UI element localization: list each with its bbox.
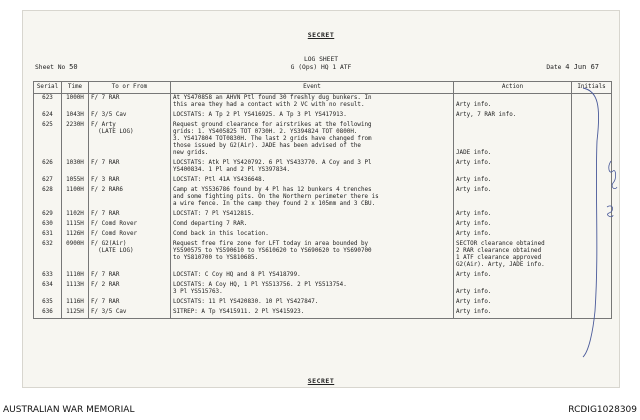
log-cell-event: Comd back in this location. [171,230,454,240]
log-cell-to-or-from: F/ 2 RAR [89,281,171,298]
log-cell-time: 1000H [62,94,89,112]
log-cell-serial: 623 [34,94,62,112]
log-cell-time: 1113H [62,281,89,298]
log-cell-action: Arty info. [454,298,572,308]
log-cell-event: LOCSTATS: 11 Pl YS420830. 10 Pl YS427847. [171,298,454,308]
log-cell-action: Arty info. [454,220,572,230]
log-cell-to-or-from: F/ G2(Air) (LATE LOG) [89,240,171,271]
log-cell-serial: 625 [34,121,62,159]
column-header-initials: Initials [572,82,612,94]
log-cell-time: 1116H [62,298,89,308]
log-cell-action: Arty info. [454,281,572,298]
log-cell-event: Comd departing 7 RAR. [171,220,454,230]
handwritten-annotations [23,11,619,387]
log-cell-to-or-from: F/ 7 RAR [89,271,171,281]
log-cell-action: Arty info. [454,176,572,186]
date-label: Date [546,64,562,71]
log-cell-event: LOCSTAT: C Coy HQ and 8 Pl YS418799. [171,271,454,281]
log-cell-event: LOCSTATS: A Tp 2 Pl YS416925. A Tp 3 Pl YS417913. [171,111,454,121]
log-cell-serial: 630 [34,220,62,230]
log-cell-time: 1115H [62,220,89,230]
log-cell-to-or-from: F/ Comd Rover [89,230,171,240]
log-cell-serial: 626 [34,159,62,176]
log-cell-serial: 631 [34,230,62,240]
log-cell-time: 2230H [62,121,89,159]
log-cell-to-or-from: F/ 3 RAR [89,176,171,186]
log-cell-serial: 634 [34,281,62,298]
log-cell-time: 1126H [62,230,89,240]
log-cell-event: Request free fire zone for LFT today in area bounded by YS590575 to YS590610 to YS610620 to YS690620 to YS690700 to YS810700 to YS810685. [171,240,454,271]
log-cell-action: Arty info. [454,271,572,281]
log-cell-serial: 636 [34,308,62,319]
log-cell-serial: 635 [34,298,62,308]
log-cell-action: Arty info. [454,308,572,319]
column-header-action: Action [454,82,572,94]
log-unit: G (Ops) HQ 1 ATF [290,64,352,71]
log-cell-to-or-from: F/ Arty (LATE LOG) [89,121,171,159]
log-cell-event: LOCSTATS: Atk Pl YS420792. 6 Pl YS433770. A Coy and 3 Pl YS400834. 1 Pl and 2 Pl YS397834. [171,159,454,176]
classification-top: SECRET [307,31,335,39]
log-cell-serial: 628 [34,186,62,210]
log-cell-serial: 627 [34,176,62,186]
column-header-to-or-from: To or From [89,82,171,94]
log-cell-serial: 633 [34,271,62,281]
log-cell-to-or-from: F/ 7 RAR [89,94,171,112]
log-cell-to-or-from: F/ 7 RAR [89,210,171,220]
date-value: 4 Jun 67 [565,63,599,71]
log-cell-time: 1102H [62,210,89,220]
log-cell-event: LOCSTAT: 7 Pl YS412815. [171,210,454,220]
log-cell-time: 1125H [62,308,89,319]
column-header-serial: Serial [34,82,62,94]
sheet-number-label: Sheet No [35,64,66,71]
sheet-number-value: 50 [69,63,78,71]
log-cell-event: Camp at YS536786 found by 4 Pl has 12 bunkers 4 trenches and some fighting pits. On the Northern perimeter there is a wire fence. In the camp they found 2 x 105mm and 3 CBU. [171,186,454,210]
log-cell-to-or-from: F/ 3/5 Cav [89,111,171,121]
log-cell-serial: 629 [34,210,62,220]
log-cell-action: Arty info. [454,186,572,210]
log-sheet-page [22,10,620,388]
log-cell-time: 1043H [62,111,89,121]
log-cell-action: JADE info. [454,121,572,159]
log-cell-event: SITREP: A Tp YS415911. 2 Pl YS415923. [171,308,454,319]
log-cell-to-or-from: F/ Comd Rover [89,220,171,230]
log-cell-serial: 632 [34,240,62,271]
log-cell-action: Arty info. [454,94,572,112]
log-cell-time: 0900H [62,240,89,271]
log-cell-event: Request ground clearance for airstrikes at the following grids: 1. YS405825 TOT 0730H. 2. YS394824 TOT 0800H. 3. YS417804 TOT0830H. The last 2 grids have changed from those issued by G2(Air). JADE has been advised of the new grids. [171,121,454,159]
log-cell-to-or-from: F/ 3/5 Cav [89,308,171,319]
log-cell-time: 1100H [62,186,89,210]
log-cell-to-or-from: F/ 7 RAR [89,298,171,308]
log-cell-to-or-from: F/ 2 RAR6 [89,186,171,210]
archive-reference: RCDIG1028309 [568,405,637,415]
classification-bottom: SECRET [307,377,335,385]
log-cell-time: 1110H [62,271,89,281]
log-cell-action: SECTOR clearance obtained 2 RAR clearance obtained 1 ATF clearance approved G2(Air). Arty, JADE info. [454,240,572,271]
log-cell-event: LOCSTATS: A Coy HQ, 1 Pl YS513756. 2 Pl YS513754. 3 Pl YS515763. [171,281,454,298]
log-cell-time: 1030H [62,159,89,176]
log-cell-serial: 624 [34,111,62,121]
column-header-time: Time [62,82,89,94]
log-title: LOG SHEET [303,56,339,63]
log-cell-event: LOCSTAT: Ptl 41A YS436648. [171,176,454,186]
log-cell-time: 1055H [62,176,89,186]
log-cell-action: Arty info. [454,210,572,220]
log-cell-action: Arty info. [454,159,572,176]
archive-credit: AUSTRALIAN WAR MEMORIAL [3,405,135,415]
log-cell-to-or-from: F/ 7 RAR [89,159,171,176]
log-cell-action: Arty info. [454,230,572,240]
column-header-event: Event [171,82,454,94]
log-cell-action: Arty, 7 RAR info. [454,111,572,121]
log-cell-event: At YS470858 an AHVN Ptl found 30 freshly dug bunkers. In this area they had a contact with 2 VC with no result. [171,94,454,112]
